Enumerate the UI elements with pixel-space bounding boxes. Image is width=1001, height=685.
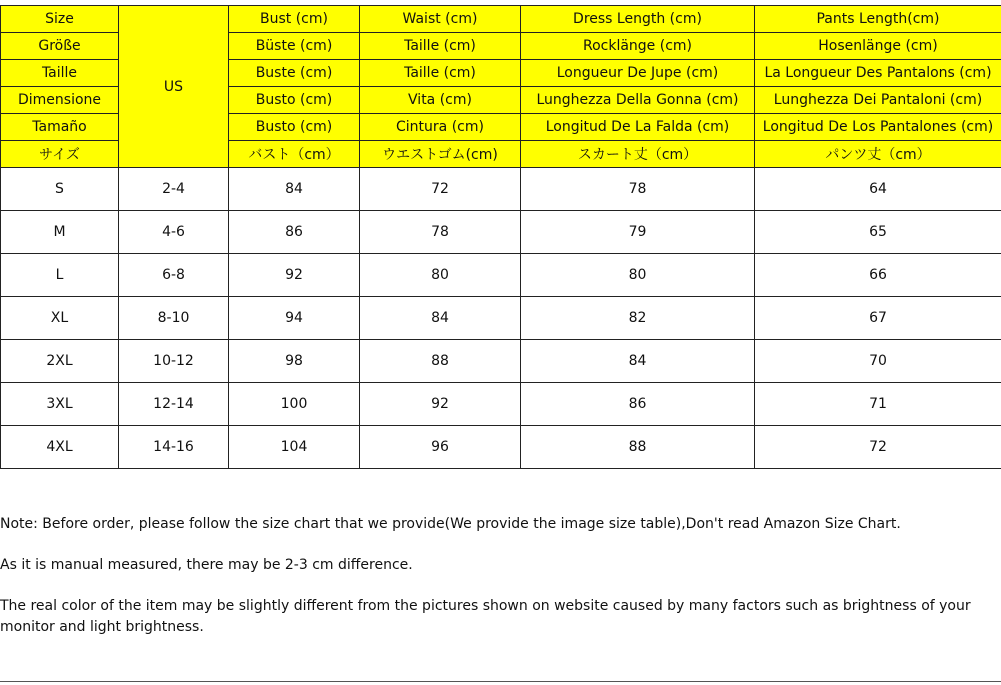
- header-cell: Longueur De Jupe (cm): [521, 60, 755, 87]
- dress-length-cell: 82: [521, 297, 755, 340]
- bust-cell: 92: [229, 254, 360, 297]
- dress-length-cell: 88: [521, 426, 755, 469]
- header-cell: Longitud De Los Pantalones (cm): [755, 114, 1001, 141]
- header-cell: Dress Length (cm): [521, 6, 755, 33]
- us-header-cell: US: [119, 6, 229, 168]
- us-cell: 14-16: [119, 426, 229, 469]
- bust-cell: 86: [229, 211, 360, 254]
- pants-length-cell: 67: [755, 297, 1001, 340]
- size-cell: M: [1, 211, 119, 254]
- bust-cell: 100: [229, 383, 360, 426]
- us-cell: 12-14: [119, 383, 229, 426]
- header-cell: Taille (cm): [360, 33, 521, 60]
- measurement-note: As it is manual measured, there may be 2-3 cm difference.: [0, 557, 413, 573]
- waist-cell: 80: [360, 254, 521, 297]
- header-cell: Hosenlänge (cm): [755, 33, 1001, 60]
- dress-length-cell: 78: [521, 168, 755, 211]
- table-row: [1, 426, 1001, 469]
- header-cell: Vita (cm): [360, 87, 521, 114]
- header-cell: バスト（cm）: [229, 141, 360, 168]
- header-cell: Büste (cm): [229, 33, 360, 60]
- header-row: [1, 6, 1001, 33]
- waist-cell: 72: [360, 168, 521, 211]
- header-cell: Cintura (cm): [360, 114, 521, 141]
- waist-cell: 84: [360, 297, 521, 340]
- dress-length-cell: 80: [521, 254, 755, 297]
- table-row: [1, 211, 1001, 254]
- size-cell: 3XL: [1, 383, 119, 426]
- us-cell: 4-6: [119, 211, 229, 254]
- us-cell: 6-8: [119, 254, 229, 297]
- table-row: [1, 297, 1001, 340]
- header-cell: Dimensione: [1, 87, 119, 114]
- header-cell: Bust (cm): [229, 6, 360, 33]
- pants-length-cell: 65: [755, 211, 1001, 254]
- pants-length-cell: 66: [755, 254, 1001, 297]
- header-cell: Tamaño: [1, 114, 119, 141]
- table-row: [1, 383, 1001, 426]
- header-cell: ウエストゴム(cm): [360, 141, 521, 168]
- us-cell: 2-4: [119, 168, 229, 211]
- pants-length-cell: 64: [755, 168, 1001, 211]
- header-cell: Rocklänge (cm): [521, 33, 755, 60]
- header-cell: Waist (cm): [360, 6, 521, 33]
- pants-length-cell: 71: [755, 383, 1001, 426]
- waist-cell: 92: [360, 383, 521, 426]
- header-cell: Taille (cm): [360, 60, 521, 87]
- bust-cell: 104: [229, 426, 360, 469]
- header-cell: パンツ丈（cm）: [755, 141, 1001, 168]
- order-note: Note: Before order, please follow the size chart that we provide(We provide the image size table),Don't read Amazon Size Chart.: [0, 516, 901, 532]
- header-cell: Size: [1, 6, 119, 33]
- header-cell: サイズ: [1, 141, 119, 168]
- waist-cell: 96: [360, 426, 521, 469]
- dress-length-cell: 79: [521, 211, 755, 254]
- dress-length-cell: 84: [521, 340, 755, 383]
- size-chart-table: [0, 5, 1001, 469]
- header-cell: Pants Length(cm): [755, 6, 1001, 33]
- bust-cell: 94: [229, 297, 360, 340]
- pants-length-cell: 70: [755, 340, 1001, 383]
- size-cell: 2XL: [1, 340, 119, 383]
- table-row: [1, 254, 1001, 297]
- table-row: [1, 168, 1001, 211]
- header-cell: Lunghezza Dei Pantaloni (cm): [755, 87, 1001, 114]
- header-cell: Taille: [1, 60, 119, 87]
- waist-cell: 88: [360, 340, 521, 383]
- header-cell: La Longueur Des Pantalons (cm): [755, 60, 1001, 87]
- size-cell: L: [1, 254, 119, 297]
- header-cell: Longitud De La Falda (cm): [521, 114, 755, 141]
- header-cell: スカート丈（cm）: [521, 141, 755, 168]
- header-cell: Busto (cm): [229, 87, 360, 114]
- pants-length-cell: 72: [755, 426, 1001, 469]
- bust-cell: 98: [229, 340, 360, 383]
- size-cell: S: [1, 168, 119, 211]
- dress-length-cell: 86: [521, 383, 755, 426]
- waist-cell: 78: [360, 211, 521, 254]
- header-cell: Größe: [1, 33, 119, 60]
- header-cell: Busto (cm): [229, 114, 360, 141]
- size-cell: 4XL: [1, 426, 119, 469]
- header-cell: Lunghezza Della Gonna (cm): [521, 87, 755, 114]
- bust-cell: 84: [229, 168, 360, 211]
- header-cell: Buste (cm): [229, 60, 360, 87]
- size-cell: XL: [1, 297, 119, 340]
- bottom-divider: [0, 681, 1001, 682]
- color-note: The real color of the item may be slightly different from the pictures shown on website caused by many factors such as brightness of your monitor and light brightness.: [0, 598, 971, 635]
- us-cell: 10-12: [119, 340, 229, 383]
- table-row: [1, 340, 1001, 383]
- us-cell: 8-10: [119, 297, 229, 340]
